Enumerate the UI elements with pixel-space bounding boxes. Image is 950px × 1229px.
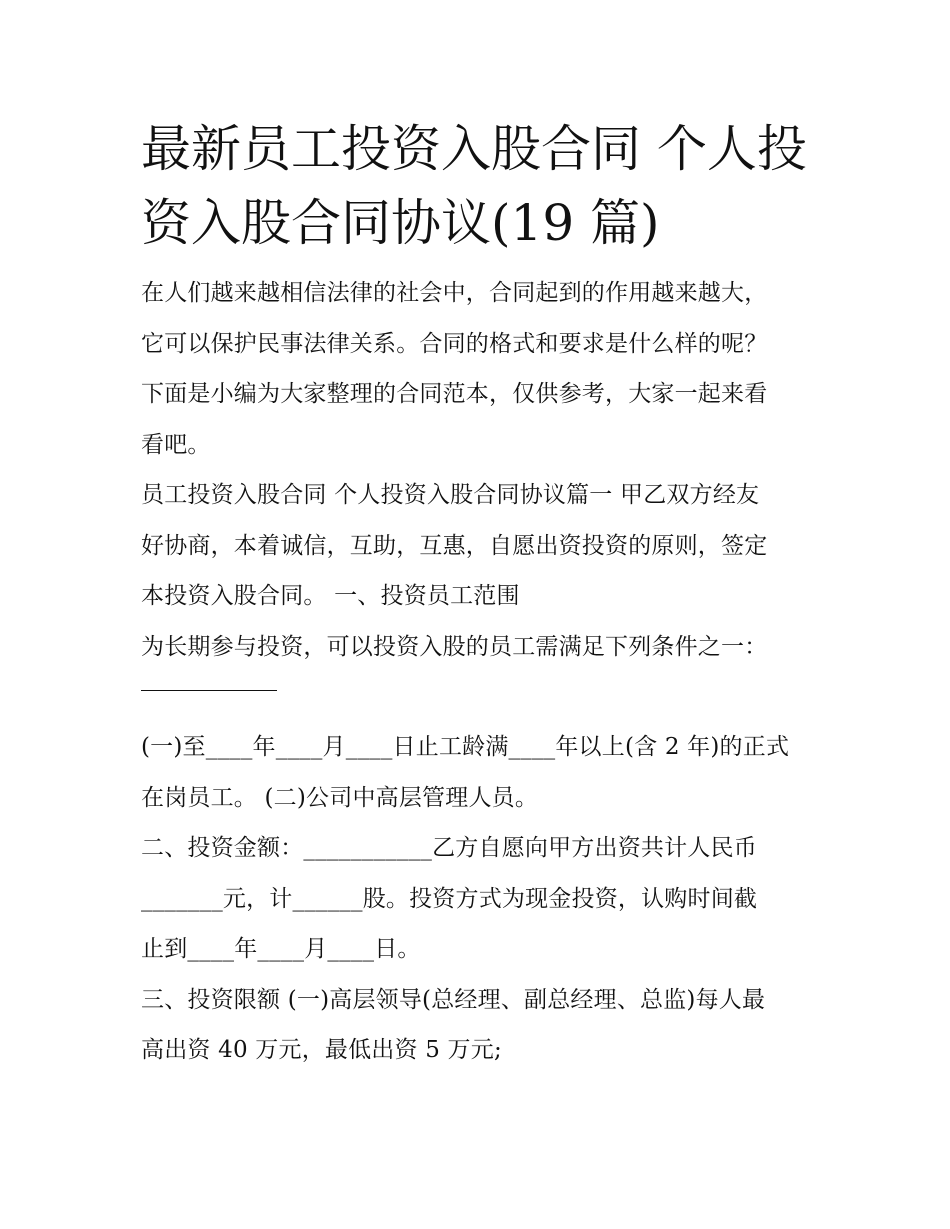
limit-line-1: 三、投资限额 (一)高层领导(总经理、副总经理、总监)每人最 (141, 986, 766, 1013)
intro-line-4: 看吧。 (141, 431, 211, 458)
amount-line-2: _______元，计______股。投资方式为现金投资，认购时间截 (141, 885, 758, 912)
section-1-line-2: 好协商，本着诚信，互助，互惠，自愿出资投资的原则，签定 (141, 532, 768, 559)
section-1-paragraph (141, 470, 813, 622)
title-line-1: 最新员工投资入股合同 个人投 (141, 120, 807, 178)
amount-line-1: 二、投资金额：___________乙方自愿向甲方出资共计人民币 (141, 835, 757, 861)
blank-fill-line (141, 690, 277, 691)
intro-line-1: 在人们越来越相信法律的社会中，合同起到的作用越来越大， (141, 280, 768, 306)
section-1-line-3: 本投资入股合同。 一、投资员工范围 (141, 583, 520, 609)
document-body (141, 112, 813, 1076)
investment-amount-paragraph (141, 823, 813, 975)
condition-items-paragraph (141, 722, 813, 823)
limit-line-2: 高出资 40 万元，最低出资 5 万元; (141, 1037, 502, 1063)
section-1-line-1: 员工投资入股合同 个人投资入股合同协议篇一 甲乙双方经友 (141, 482, 760, 508)
intro-line-2: 它可以保护民事法律关系。合同的格式和要求是什么样的呢？ (141, 330, 768, 357)
investment-limit-paragraph (141, 975, 813, 1076)
amount-line-3: 止到____年____月____日。 (141, 936, 421, 962)
intro-paragraph (141, 268, 813, 470)
condition-item-line-1: (一)至____年____月____日止工龄满____年以上(含 2 年)的正式 (141, 734, 790, 760)
condition-item-line-2: 在岗员工。 (二)公司中高层管理人员。 (141, 784, 539, 811)
condition-line: 为长期参与投资，可以投资入股的员工需满足下列条件之一： (141, 633, 768, 660)
condition-paragraph (141, 622, 813, 692)
intro-line-3: 下面是小编为大家整理的合同范本，仅供参考，大家一起来看 (141, 381, 768, 407)
title-line-2: 资入股合同协议(19 篇) (141, 194, 660, 252)
document-title (141, 112, 813, 260)
